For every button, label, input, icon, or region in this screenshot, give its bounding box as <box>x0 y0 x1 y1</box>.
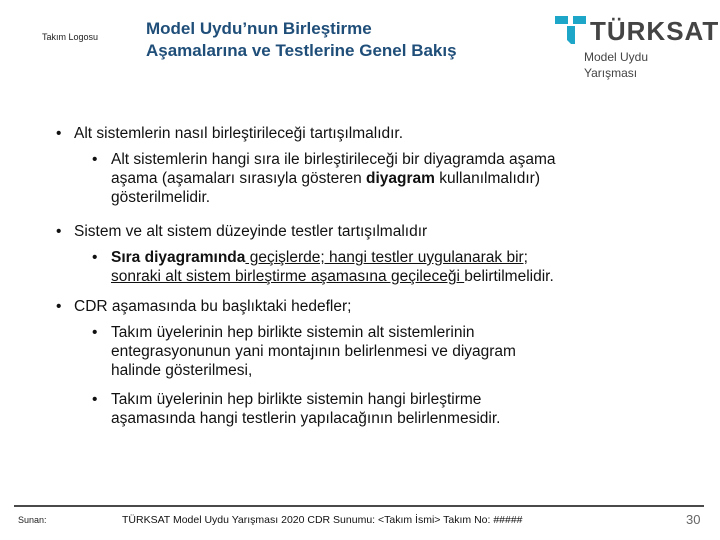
bullet-dot-icon: • <box>56 125 62 142</box>
title-line-2: Aşamalarına ve Testlerine Genel Bakış <box>146 41 457 60</box>
bullet-dot-icon: • <box>56 298 62 315</box>
bullet-text: CDR aşamasında bu başlıktaki hedefler; <box>74 298 352 315</box>
footer-title: TÜRKSAT Model Uydu Yarışması 2020 CDR Sunumu: <Takım İsmi> Takım No: ##### <box>122 514 523 526</box>
bullet-line: Takım üyelerinin hep birlikte sistemin hangi birleştirme <box>111 391 482 408</box>
bullet-line: aşamasında hangi testlerin yapılacağının belirlenmesidir. <box>111 410 501 427</box>
bullet-line: entegrasyonunun yani montajının belirlenmesi ve diyagram <box>111 343 516 360</box>
slide-title <box>146 18 546 62</box>
turksat-wordmark: TÜRKSAT <box>590 16 720 46</box>
bullet-line: Takım üyelerinin hep birlikte sistemin alt sistemlerinin <box>111 324 475 341</box>
turksat-emblem-icon <box>553 14 589 46</box>
turksat-subtitle: Model Uydu Yarışması <box>584 50 649 80</box>
bullet-line: Sıra diyagramında geçişlerde; hangi testler uygulanarak bir; <box>111 249 528 266</box>
bullet-line: Alt sistemlerin hangi sıra ile birleştirileceği bir diyagramda aşama <box>111 151 556 168</box>
bullet-line: halinde gösterilmesi, <box>111 362 253 379</box>
bullet-line: gösterilmelidir. <box>111 189 211 206</box>
bullet-dot-icon: • <box>92 391 98 408</box>
team-logo-placeholder: Takım Logosu <box>42 32 99 42</box>
bullet-line: aşama (aşamaları sırasıyla gösteren diyagram kullanılmalıdır) <box>111 170 541 187</box>
footer-presenter: Sunan: <box>18 515 47 525</box>
footer-divider <box>14 505 704 507</box>
title-line-1: Model Uydu’nun Birleştirme <box>146 19 372 38</box>
bullet-text: Alt sistemlerin nasıl birleştirileceği tartışılmalıdır. <box>74 125 404 142</box>
turksat-logo <box>553 10 720 80</box>
bullet-dot-icon: • <box>56 223 62 240</box>
page-number: 30 <box>686 512 701 527</box>
bullet-dot-icon: • <box>92 151 98 168</box>
bullet-dot-icon: • <box>92 249 98 266</box>
bullet-text: Sistem ve alt sistem düzeyinde testler tartışılmalıdır <box>74 223 428 240</box>
bullet-line: sonraki alt sistem birleştirme aşamasına geçileceği belirtilmelidir. <box>111 268 554 285</box>
bullet-dot-icon: • <box>92 324 98 341</box>
